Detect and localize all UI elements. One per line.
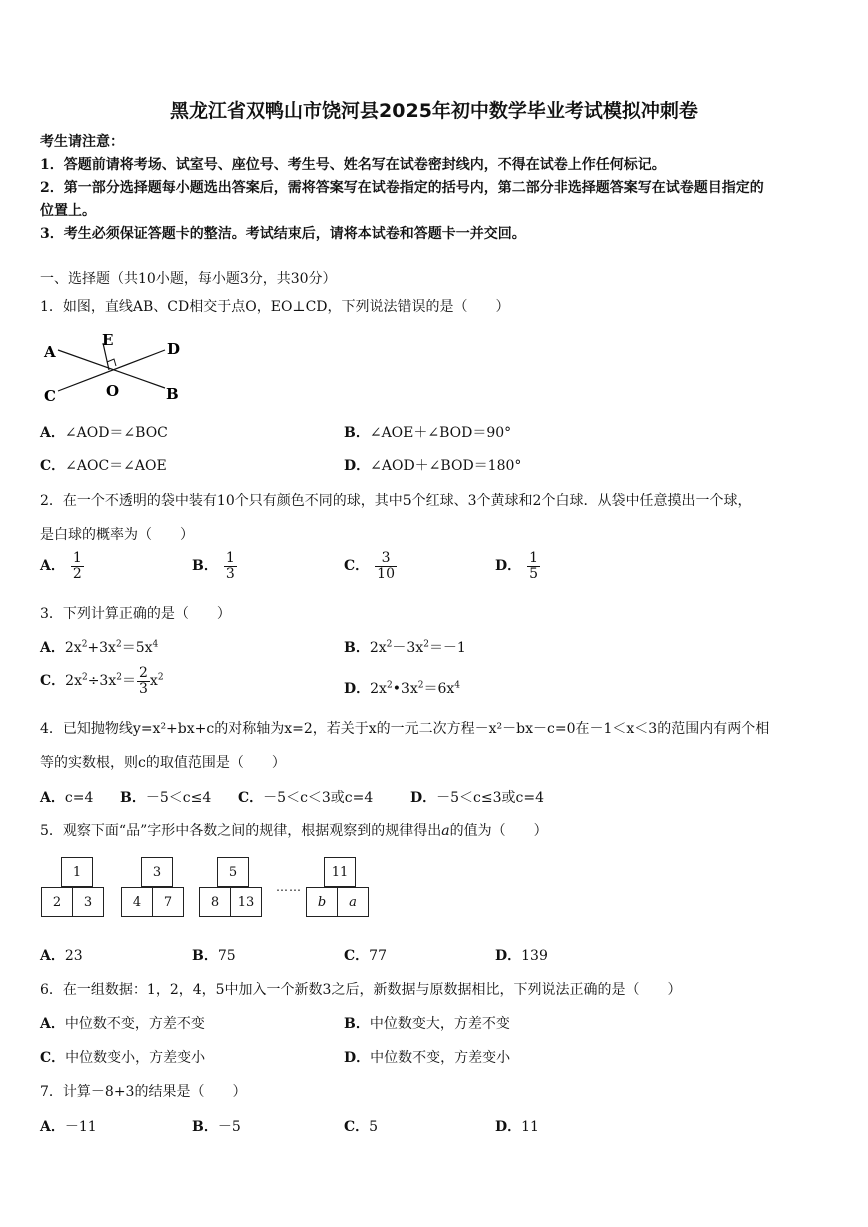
label-d: D <box>167 340 181 358</box>
q5-option-c: C．77 <box>344 948 387 964</box>
q1-option-a: A．∠AOD＝∠BOC <box>40 425 168 441</box>
pin-left: 8 <box>199 887 231 917</box>
q1-figure <box>40 328 200 408</box>
pin-left: 2 <box>41 887 73 917</box>
label-c: C <box>44 387 56 405</box>
q7-option-d: D．11 <box>495 1119 539 1135</box>
q5-option-b: B．75 <box>192 948 236 964</box>
q4-stem-line2: 等的实数根，则c的取值范围是（ ） <box>40 755 286 771</box>
label-a: A <box>44 343 56 361</box>
q6-option-b: B．中位数变大，方差不变 <box>344 1016 510 1032</box>
q7-option-a: A．－11 <box>40 1119 97 1135</box>
q3-option-d: D．$2x^2•3x^2=6x^4$ <box>344 680 461 697</box>
q2-stem-line2: 是白球的概率为（ ） <box>40 527 194 543</box>
q4-option-d: D．－5＜c≤3或c=4 <box>410 790 545 806</box>
label-e: E <box>102 331 114 349</box>
pin-top: 3 <box>141 857 173 887</box>
pin-left: 4 <box>121 887 153 917</box>
pin-right: a <box>337 887 369 917</box>
notice-item-2: 2．第一部分选择题每小题选出答案后，需将答案写在试卷指定的括号内，第二部分非选择题答案写在试卷题目指定的 <box>40 180 764 196</box>
q1-option-b: B．∠AOE＋∠BOD＝90° <box>344 425 512 441</box>
q7-option-b: B．－5 <box>192 1119 241 1135</box>
notice-item-1: 1．答题前请将考场、试室号、座位号、考生号、姓名写在试卷密封线内，不得在试卷上作任何标记。 <box>40 157 666 173</box>
q6-option-d: D．中位数不变，方差变小 <box>344 1050 511 1066</box>
q4-option-a: A．c=4 <box>40 790 94 806</box>
q6-stem: 6．在一组数据：1，2，4，5中加入一个新数3之后，新数据与原数据相比，下列说法正确的是（ ） <box>40 982 682 998</box>
page-title: 黑龙江省双鸭山市饶河县2025年初中数学毕业考试模拟冲刺卷 <box>170 100 698 122</box>
q5-option-d: D．139 <box>495 948 548 964</box>
q2-stem-line1: 2．在一个不透明的袋中装有10个只有颜色不同的球，其中5个红球、3个黄球和2个白球．从袋中任意摸出一个球， <box>40 493 752 509</box>
q3-stem: 3．下列计算正确的是（ ） <box>40 606 231 622</box>
notice-item-2-cont: 位置上。 <box>40 203 96 219</box>
q3-option-c: C．$2x^2\div 3x^2=$ $\frac{2}{3}$ $x^2$ <box>40 665 164 697</box>
q2-option-d: D． $\frac{1}{5}$ <box>495 550 539 582</box>
label-b: B <box>166 385 179 403</box>
pin-left: b <box>306 887 338 917</box>
q4-option-b: B．－5＜c≤4 <box>120 790 212 806</box>
q2-option-a: A． $\frac{1}{2}$ <box>40 550 82 582</box>
q6-option-c: C．中位数变小，方差变小 <box>40 1050 206 1066</box>
q3-option-a: A．$2x^2+3x^2=5x^4$ <box>40 639 159 656</box>
notice-item-3: 3．考生必须保证答题卡的整洁。考试结束后，请将本试卷和答题卡一并交回。 <box>40 226 526 242</box>
pin-top: 5 <box>217 857 249 887</box>
ellipsis: …… <box>276 880 302 894</box>
q1-stem: 1．如图，直线AB、CD相交于点O，EO⊥CD，下列说法错误的是（ ） <box>40 299 510 315</box>
q3-option-b: B．$2x^2-3x^2=-1$ <box>344 639 466 656</box>
q4-stem-line1: 4．已知抛物线y=x²+bx+c的对称轴为x=2，若关于x的一元二次方程－x²－bx－c=0在－1＜x＜3的范围内有两个相 <box>40 721 770 737</box>
q5-option-a: A．23 <box>40 948 83 964</box>
q1-option-c: C．∠AOC＝∠AOE <box>40 458 167 474</box>
pin-top: 11 <box>324 857 356 887</box>
q7-stem: 7．计算－8+3的结果是（ ） <box>40 1084 247 1100</box>
q2-option-c: C． $\frac{3}{10}$ <box>344 550 395 582</box>
label-o: O <box>106 382 120 400</box>
pin-right: 13 <box>230 887 262 917</box>
q5-stem: 5．观察下面“品”字形中各数之间的规律，根据观察到的规律得出a的值为（ ） <box>40 823 548 839</box>
q4-option-c: C．－5＜c＜3或c=4 <box>238 790 374 806</box>
q1-option-d: D．∠AOD＋∠BOD＝180° <box>344 458 522 474</box>
q7-option-c: C．5 <box>344 1119 379 1135</box>
q2-option-b: B． $\frac{1}{3}$ <box>192 550 235 582</box>
q6-option-a: A．中位数不变，方差不变 <box>40 1016 205 1032</box>
pin-top: 1 <box>61 857 93 887</box>
notice-heading: 考生请注意： <box>40 134 124 150</box>
pin-right: 3 <box>72 887 104 917</box>
section-heading: 一、选择题（共10小题，每小题3分，共30分） <box>40 271 337 287</box>
pin-right: 7 <box>152 887 184 917</box>
